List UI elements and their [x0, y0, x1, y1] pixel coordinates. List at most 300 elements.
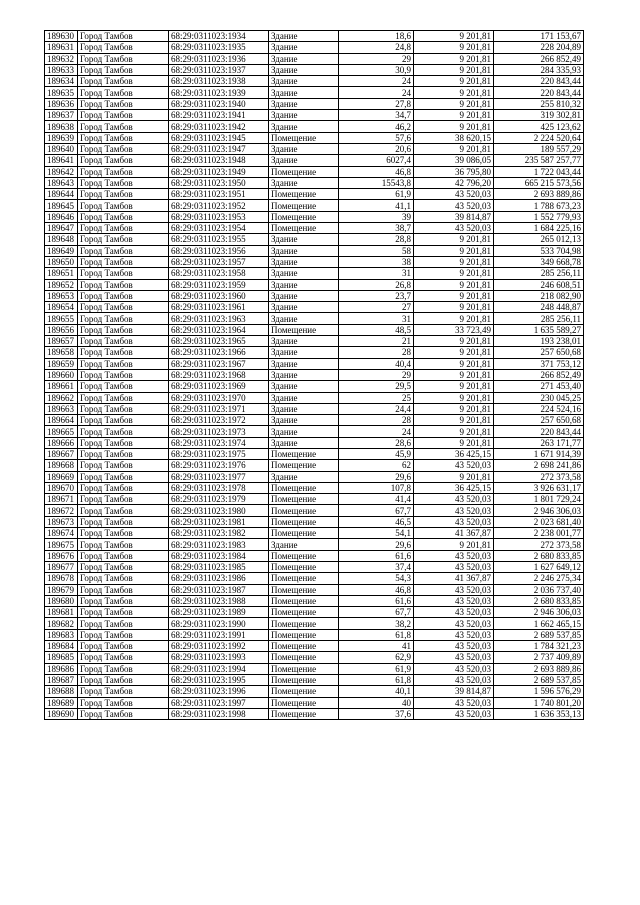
specific-value-cell: 9 201,81 [414, 87, 494, 98]
cadastral-number-cell: 68:29:0311023:1969 [169, 381, 269, 392]
area-cell: 41 [339, 641, 414, 652]
cadastral-value-cell: 1 740 801,20 [494, 697, 584, 708]
municipality-cell: Город Тамбов [78, 584, 169, 595]
specific-value-cell: 43 520,03 [414, 697, 494, 708]
cadastral-value-cell: 1 552 779,93 [494, 211, 584, 222]
object-type-cell: Помещение [269, 132, 339, 143]
area-cell: 40 [339, 697, 414, 708]
cadastral-number-cell: 68:29:0311023:1985 [169, 561, 269, 572]
object-type-cell: Здание [269, 437, 339, 448]
object-type-cell: Помещение [269, 573, 339, 584]
cadastral-number-cell: 68:29:0311023:1982 [169, 528, 269, 539]
cadastral-value-cell: 371 753,12 [494, 358, 584, 369]
record-id-cell: 189635 [45, 87, 78, 98]
specific-value-cell: 43 520,03 [414, 516, 494, 527]
cadastral-value-cell: 2 689 537,85 [494, 674, 584, 685]
object-type-cell: Здание [269, 76, 339, 87]
object-type-cell: Здание [269, 268, 339, 279]
municipality-cell: Город Тамбов [78, 76, 169, 87]
cadastral-number-cell: 68:29:0311023:1964 [169, 324, 269, 335]
cadastral-number-cell: 68:29:0311023:1992 [169, 641, 269, 652]
municipality-cell: Город Тамбов [78, 42, 169, 53]
cadastral-value-cell: 263 171,77 [494, 437, 584, 448]
table-row [45, 166, 584, 177]
object-type-cell: Помещение [269, 448, 339, 459]
area-cell: 20,6 [339, 143, 414, 154]
record-id-cell: 189688 [45, 686, 78, 697]
area-cell: 15543,8 [339, 177, 414, 188]
table-row [45, 482, 584, 493]
cadastral-value-cell: 2 023 681,40 [494, 516, 584, 527]
cadastral-number-cell: 68:29:0311023:1965 [169, 336, 269, 347]
record-id-cell: 189677 [45, 561, 78, 572]
area-cell: 45,9 [339, 448, 414, 459]
object-type-cell: Помещение [269, 641, 339, 652]
specific-value-cell: 43 520,03 [414, 708, 494, 719]
area-cell: 40,4 [339, 358, 414, 369]
cadastral-value-cell: 224 524,16 [494, 403, 584, 414]
specific-value-cell: 9 201,81 [414, 31, 494, 42]
object-type-cell: Здание [269, 31, 339, 42]
cadastral-number-cell: 68:29:0311023:1940 [169, 98, 269, 109]
municipality-cell: Город Тамбов [78, 256, 169, 267]
table-row [45, 358, 584, 369]
municipality-cell: Город Тамбов [78, 629, 169, 640]
specific-value-cell: 9 201,81 [414, 347, 494, 358]
record-id-cell: 189687 [45, 674, 78, 685]
area-cell: 61,6 [339, 550, 414, 561]
record-id-cell: 189630 [45, 31, 78, 42]
cadastral-number-cell: 68:29:0311023:1996 [169, 686, 269, 697]
table-row [45, 584, 584, 595]
object-type-cell: Помещение [269, 663, 339, 674]
cadastral-value-cell: 193 238,01 [494, 336, 584, 347]
record-id-cell: 189654 [45, 302, 78, 313]
municipality-cell: Город Тамбов [78, 561, 169, 572]
object-type-cell: Помещение [269, 211, 339, 222]
table-row [45, 561, 584, 572]
cadastral-value-cell: 246 608,51 [494, 279, 584, 290]
cadastral-value-cell: 1 801 729,24 [494, 494, 584, 505]
cadastral-number-cell: 68:29:0311023:1961 [169, 302, 269, 313]
table-row [45, 381, 584, 392]
municipality-cell: Город Тамбов [78, 641, 169, 652]
object-type-cell: Здание [269, 358, 339, 369]
record-id-cell: 189642 [45, 166, 78, 177]
municipality-cell: Город Тамбов [78, 313, 169, 324]
municipality-cell: Город Тамбов [78, 110, 169, 121]
cadastral-number-cell: 68:29:0311023:1951 [169, 189, 269, 200]
municipality-cell: Город Тамбов [78, 245, 169, 256]
table-row [45, 573, 584, 584]
specific-value-cell: 43 520,03 [414, 561, 494, 572]
cadastral-value-cell: 257 650,68 [494, 415, 584, 426]
cadastral-value-cell: 2 238 001,77 [494, 528, 584, 539]
table-row [45, 539, 584, 550]
table-row [45, 223, 584, 234]
cadastral-value-cell: 1 662 465,15 [494, 618, 584, 629]
specific-value-cell: 9 201,81 [414, 53, 494, 64]
area-cell: 18,6 [339, 31, 414, 42]
municipality-cell: Город Тамбов [78, 347, 169, 358]
record-id-cell: 189653 [45, 290, 78, 301]
record-id-cell: 189674 [45, 528, 78, 539]
area-cell: 57,6 [339, 132, 414, 143]
record-id-cell: 189636 [45, 98, 78, 109]
object-type-cell: Здание [269, 279, 339, 290]
table-row [45, 652, 584, 663]
table-row [45, 76, 584, 87]
table-body [45, 31, 584, 720]
specific-value-cell: 43 520,03 [414, 200, 494, 211]
area-cell: 37,6 [339, 708, 414, 719]
table-row [45, 369, 584, 380]
cadastral-value-cell: 228 204,89 [494, 42, 584, 53]
cadastral-number-cell: 68:29:0311023:1966 [169, 347, 269, 358]
cadastral-value-cell: 220 843,44 [494, 76, 584, 87]
object-type-cell: Здание [269, 313, 339, 324]
record-id-cell: 189639 [45, 132, 78, 143]
record-id-cell: 189689 [45, 697, 78, 708]
municipality-cell: Город Тамбов [78, 607, 169, 618]
specific-value-cell: 41 367,87 [414, 573, 494, 584]
cadastral-number-cell: 68:29:0311023:1955 [169, 234, 269, 245]
record-id-cell: 189668 [45, 460, 78, 471]
object-type-cell: Здание [269, 256, 339, 267]
area-cell: 24 [339, 426, 414, 437]
table-row [45, 234, 584, 245]
object-type-cell: Помещение [269, 505, 339, 516]
municipality-cell: Город Тамбов [78, 708, 169, 719]
cadastral-value-cell: 255 810,32 [494, 98, 584, 109]
cadastral-number-cell: 68:29:0311023:1980 [169, 505, 269, 516]
table-row [45, 460, 584, 471]
cadastral-number-cell: 68:29:0311023:1945 [169, 132, 269, 143]
municipality-cell: Город Тамбов [78, 505, 169, 516]
cadastral-number-cell: 68:29:0311023:1995 [169, 674, 269, 685]
area-cell: 24 [339, 76, 414, 87]
object-type-cell: Помещение [269, 482, 339, 493]
area-cell: 41,1 [339, 200, 414, 211]
cadastral-number-cell: 68:29:0311023:1938 [169, 76, 269, 87]
municipality-cell: Город Тамбов [78, 336, 169, 347]
record-id-cell: 189662 [45, 392, 78, 403]
specific-value-cell: 43 520,03 [414, 629, 494, 640]
cadastral-number-cell: 68:29:0311023:1983 [169, 539, 269, 550]
cadastral-value-cell: 266 852,49 [494, 53, 584, 64]
cadastral-value-cell: 533 704,98 [494, 245, 584, 256]
area-cell: 24 [339, 87, 414, 98]
cadastral-number-cell: 68:29:0311023:1990 [169, 618, 269, 629]
record-id-cell: 189681 [45, 607, 78, 618]
specific-value-cell: 42 796,20 [414, 177, 494, 188]
cadastral-number-cell: 68:29:0311023:1993 [169, 652, 269, 663]
municipality-cell: Город Тамбов [78, 98, 169, 109]
specific-value-cell: 9 201,81 [414, 279, 494, 290]
area-cell: 28 [339, 415, 414, 426]
table-row [45, 403, 584, 414]
object-type-cell: Помещение [269, 686, 339, 697]
cadastral-value-cell: 2 680 833,85 [494, 595, 584, 606]
area-cell: 24,8 [339, 42, 414, 53]
municipality-cell: Город Тамбов [78, 403, 169, 414]
object-type-cell: Помещение [269, 460, 339, 471]
area-cell: 38,2 [339, 618, 414, 629]
specific-value-cell: 9 201,81 [414, 313, 494, 324]
specific-value-cell: 36 425,15 [414, 482, 494, 493]
specific-value-cell: 9 201,81 [414, 76, 494, 87]
area-cell: 6027,4 [339, 155, 414, 166]
specific-value-cell: 39 086,05 [414, 155, 494, 166]
table-row [45, 595, 584, 606]
municipality-cell: Город Тамбов [78, 426, 169, 437]
table-row [45, 674, 584, 685]
record-id-cell: 189667 [45, 448, 78, 459]
record-id-cell: 189661 [45, 381, 78, 392]
record-id-cell: 189649 [45, 245, 78, 256]
cadastral-value-cell: 2 689 537,85 [494, 629, 584, 640]
cadastral-value-cell: 2 693 889,86 [494, 663, 584, 674]
table-row [45, 686, 584, 697]
specific-value-cell: 9 201,81 [414, 415, 494, 426]
cadastral-value-cell: 1 596 576,29 [494, 686, 584, 697]
table-row [45, 268, 584, 279]
cadastral-number-cell: 68:29:0311023:1974 [169, 437, 269, 448]
specific-value-cell: 9 201,81 [414, 471, 494, 482]
cadastral-value-cell: 2 246 275,34 [494, 573, 584, 584]
cadastral-value-cell: 257 650,68 [494, 347, 584, 358]
cadastral-value-cell: 1 636 353,13 [494, 708, 584, 719]
municipality-cell: Город Тамбов [78, 573, 169, 584]
municipality-cell: Город Тамбов [78, 618, 169, 629]
specific-value-cell: 9 201,81 [414, 302, 494, 313]
cadastral-value-cell: 2 036 737,40 [494, 584, 584, 595]
object-type-cell: Здание [269, 336, 339, 347]
object-type-cell: Помещение [269, 584, 339, 595]
cadastral-value-cell: 1 788 673,23 [494, 200, 584, 211]
table-row [45, 132, 584, 143]
record-id-cell: 189683 [45, 629, 78, 640]
cadastral-value-cell: 1 722 043,44 [494, 166, 584, 177]
cadastral-value-cell: 218 082,90 [494, 290, 584, 301]
cadastral-value-cell: 271 453,40 [494, 381, 584, 392]
cadastral-number-cell: 68:29:0311023:1984 [169, 550, 269, 561]
cadastral-value-cell: 272 373,58 [494, 471, 584, 482]
area-cell: 26,8 [339, 279, 414, 290]
municipality-cell: Город Тамбов [78, 53, 169, 64]
municipality-cell: Город Тамбов [78, 358, 169, 369]
record-id-cell: 189679 [45, 584, 78, 595]
specific-value-cell: 9 201,81 [414, 336, 494, 347]
record-id-cell: 189678 [45, 573, 78, 584]
specific-value-cell: 9 201,81 [414, 64, 494, 75]
cadastral-number-cell: 68:29:0311023:1988 [169, 595, 269, 606]
cadastral-number-cell: 68:29:0311023:1991 [169, 629, 269, 640]
cadastral-number-cell: 68:29:0311023:1963 [169, 313, 269, 324]
record-id-cell: 189685 [45, 652, 78, 663]
municipality-cell: Город Тамбов [78, 155, 169, 166]
municipality-cell: Город Тамбов [78, 471, 169, 482]
specific-value-cell: 43 520,03 [414, 663, 494, 674]
table-row [45, 279, 584, 290]
object-type-cell: Помещение [269, 189, 339, 200]
table-row [45, 245, 584, 256]
cadastral-number-cell: 68:29:0311023:1947 [169, 143, 269, 154]
object-type-cell: Помещение [269, 494, 339, 505]
cadastral-value-cell: 285 256,11 [494, 268, 584, 279]
table-row [45, 516, 584, 527]
specific-value-cell: 9 201,81 [414, 392, 494, 403]
cadastral-value-cell: 349 668,78 [494, 256, 584, 267]
area-cell: 41,4 [339, 494, 414, 505]
specific-value-cell: 9 201,81 [414, 121, 494, 132]
table-row [45, 494, 584, 505]
table-row [45, 448, 584, 459]
municipality-cell: Город Тамбов [78, 87, 169, 98]
cadastral-value-cell: 230 045,25 [494, 392, 584, 403]
municipality-cell: Город Тамбов [78, 448, 169, 459]
object-type-cell: Помещение [269, 200, 339, 211]
cadastral-number-cell: 68:29:0311023:1989 [169, 607, 269, 618]
area-cell: 29,5 [339, 381, 414, 392]
municipality-cell: Город Тамбов [78, 268, 169, 279]
area-cell: 40,1 [339, 686, 414, 697]
object-type-cell: Здание [269, 415, 339, 426]
cadastral-number-cell: 68:29:0311023:1978 [169, 482, 269, 493]
specific-value-cell: 9 201,81 [414, 358, 494, 369]
area-cell: 28 [339, 347, 414, 358]
cadastral-value-cell: 2 737 409,89 [494, 652, 584, 663]
record-id-cell: 189682 [45, 618, 78, 629]
cadastral-number-cell: 68:29:0311023:1967 [169, 358, 269, 369]
table-row [45, 143, 584, 154]
cadastral-value-cell: 266 852,49 [494, 369, 584, 380]
cadastral-value-cell: 284 335,93 [494, 64, 584, 75]
municipality-cell: Город Тамбов [78, 369, 169, 380]
cadastral-value-cell: 319 302,81 [494, 110, 584, 121]
specific-value-cell: 41 367,87 [414, 528, 494, 539]
object-type-cell: Здание [269, 42, 339, 53]
area-cell: 27 [339, 302, 414, 313]
specific-value-cell: 9 201,81 [414, 381, 494, 392]
cadastral-number-cell: 68:29:0311023:1971 [169, 403, 269, 414]
record-id-cell: 189633 [45, 64, 78, 75]
cadastral-value-cell: 1 635 589,27 [494, 324, 584, 335]
area-cell: 27,8 [339, 98, 414, 109]
specific-value-cell: 9 201,81 [414, 245, 494, 256]
record-id-cell: 189676 [45, 550, 78, 561]
record-id-cell: 189671 [45, 494, 78, 505]
specific-value-cell: 9 201,81 [414, 539, 494, 550]
cadastral-number-cell: 68:29:0311023:1970 [169, 392, 269, 403]
specific-value-cell: 43 520,03 [414, 674, 494, 685]
table-row [45, 211, 584, 222]
object-type-cell: Здание [269, 347, 339, 358]
municipality-cell: Город Тамбов [78, 494, 169, 505]
table-row [45, 697, 584, 708]
table-row [45, 98, 584, 109]
municipality-cell: Город Тамбов [78, 482, 169, 493]
specific-value-cell: 43 520,03 [414, 550, 494, 561]
specific-value-cell: 43 520,03 [414, 641, 494, 652]
record-id-cell: 189631 [45, 42, 78, 53]
specific-value-cell: 39 814,87 [414, 686, 494, 697]
municipality-cell: Город Тамбов [78, 686, 169, 697]
table-row [45, 256, 584, 267]
cadastral-value-table [44, 30, 584, 720]
area-cell: 58 [339, 245, 414, 256]
record-id-cell: 189666 [45, 437, 78, 448]
record-id-cell: 189658 [45, 347, 78, 358]
specific-value-cell: 36 795,80 [414, 166, 494, 177]
cadastral-value-cell: 220 843,44 [494, 87, 584, 98]
specific-value-cell: 43 520,03 [414, 223, 494, 234]
municipality-cell: Город Тамбов [78, 177, 169, 188]
specific-value-cell: 9 201,81 [414, 290, 494, 301]
cadastral-number-cell: 68:29:0311023:1973 [169, 426, 269, 437]
object-type-cell: Здание [269, 110, 339, 121]
municipality-cell: Город Тамбов [78, 234, 169, 245]
area-cell: 37,4 [339, 561, 414, 572]
municipality-cell: Город Тамбов [78, 132, 169, 143]
record-id-cell: 189673 [45, 516, 78, 527]
record-id-cell: 189657 [45, 336, 78, 347]
cadastral-value-cell: 425 123,62 [494, 121, 584, 132]
area-cell: 62,9 [339, 652, 414, 663]
area-cell: 31 [339, 313, 414, 324]
area-cell: 29,6 [339, 539, 414, 550]
area-cell: 54,3 [339, 573, 414, 584]
record-id-cell: 189669 [45, 471, 78, 482]
cadastral-number-cell: 68:29:0311023:1976 [169, 460, 269, 471]
object-type-cell: Помещение [269, 674, 339, 685]
object-type-cell: Здание [269, 234, 339, 245]
record-id-cell: 189641 [45, 155, 78, 166]
municipality-cell: Город Тамбов [78, 652, 169, 663]
object-type-cell: Здание [269, 53, 339, 64]
cadastral-number-cell: 68:29:0311023:1977 [169, 471, 269, 482]
municipality-cell: Город Тамбов [78, 516, 169, 527]
municipality-cell: Город Тамбов [78, 189, 169, 200]
table-row [45, 471, 584, 482]
specific-value-cell: 9 201,81 [414, 426, 494, 437]
table-row [45, 189, 584, 200]
object-type-cell: Помещение [269, 595, 339, 606]
specific-value-cell: 33 723,49 [414, 324, 494, 335]
specific-value-cell: 43 520,03 [414, 460, 494, 471]
object-type-cell: Здание [269, 381, 339, 392]
cadastral-value-cell: 171 153,67 [494, 31, 584, 42]
record-id-cell: 189660 [45, 369, 78, 380]
area-cell: 61,6 [339, 595, 414, 606]
specific-value-cell: 43 520,03 [414, 505, 494, 516]
record-id-cell: 189640 [45, 143, 78, 154]
cadastral-number-cell: 68:29:0311023:1959 [169, 279, 269, 290]
cadastral-value-cell: 265 012,13 [494, 234, 584, 245]
area-cell: 61,9 [339, 189, 414, 200]
table-row [45, 336, 584, 347]
municipality-cell: Город Тамбов [78, 31, 169, 42]
municipality-cell: Город Тамбов [78, 279, 169, 290]
table-row [45, 53, 584, 64]
specific-value-cell: 43 520,03 [414, 652, 494, 663]
table-row [45, 641, 584, 652]
table-row [45, 392, 584, 403]
record-id-cell: 189645 [45, 200, 78, 211]
municipality-cell: Город Тамбов [78, 437, 169, 448]
cadastral-value-cell: 2 680 833,85 [494, 550, 584, 561]
object-type-cell: Здание [269, 290, 339, 301]
